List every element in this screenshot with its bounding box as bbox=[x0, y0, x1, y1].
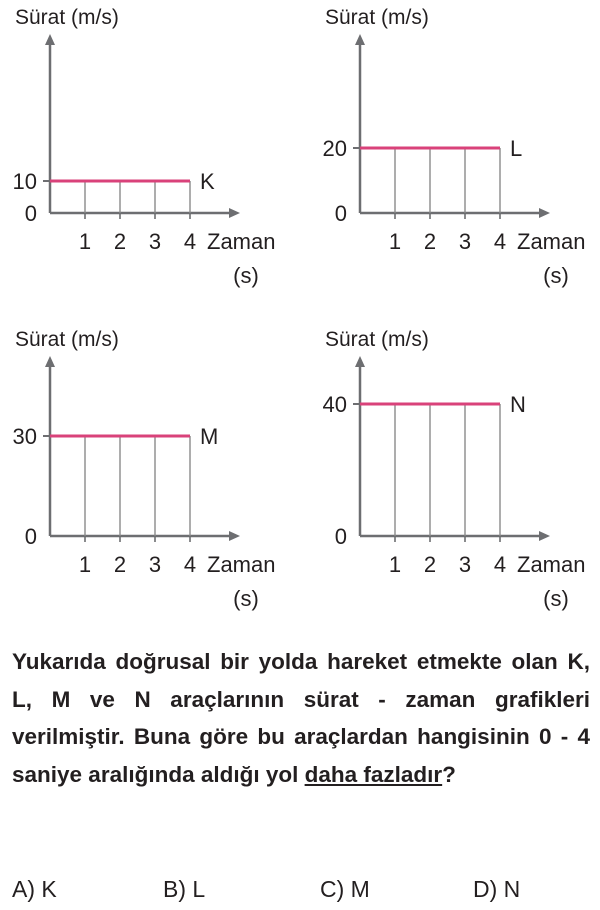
x-axis-arrow bbox=[539, 531, 550, 541]
x-tick-label-1: 1 bbox=[78, 229, 92, 254]
x-axis-label: Zaman bbox=[517, 229, 586, 254]
question-mark: ? bbox=[442, 761, 456, 787]
series-label-L: L bbox=[510, 136, 523, 161]
x-tick-label-3: 3 bbox=[458, 229, 472, 254]
chart-svg bbox=[0, 322, 300, 622]
series-label-M: M bbox=[200, 424, 219, 449]
y-tick-label-0: 0 bbox=[24, 524, 37, 549]
question-text bbox=[12, 643, 590, 793]
x-tick-label-1: 1 bbox=[388, 552, 402, 577]
x-tick-label-2: 2 bbox=[113, 229, 127, 254]
x-axis-unit: (s) bbox=[543, 586, 569, 611]
y-tick-label-0: 0 bbox=[334, 201, 347, 226]
x-axis-label: Zaman bbox=[207, 552, 276, 577]
x-axis-label: Zaman bbox=[517, 552, 586, 577]
x-tick-label-3: 3 bbox=[458, 552, 472, 577]
x-tick-label-1: 1 bbox=[388, 229, 402, 254]
chart-svg bbox=[0, 0, 300, 300]
option-a[interactable]: A) K bbox=[12, 876, 57, 902]
x-tick-label-2: 2 bbox=[423, 229, 437, 254]
y-tick-label-10: 10 bbox=[12, 169, 37, 194]
y-axis-label: Sürat (m/s) bbox=[325, 6, 429, 29]
y-tick-label-0: 0 bbox=[24, 201, 37, 226]
question-emphasis: daha fazladır bbox=[304, 761, 443, 787]
option-c[interactable]: C) M bbox=[320, 876, 370, 902]
x-tick-label-4: 4 bbox=[493, 552, 507, 577]
chart-svg bbox=[310, 0, 600, 300]
y-axis-label: Sürat (m/s) bbox=[15, 328, 119, 351]
x-axis-arrow bbox=[229, 531, 240, 541]
chart-l bbox=[310, 0, 600, 305]
chart-m bbox=[0, 322, 300, 627]
y-axis-arrow bbox=[355, 34, 365, 45]
x-tick-label-2: 2 bbox=[113, 552, 127, 577]
y-axis-label: Sürat (m/s) bbox=[15, 6, 119, 29]
y-tick-label-20: 20 bbox=[322, 136, 347, 161]
y-axis-arrow bbox=[355, 356, 365, 367]
x-tick-label-3: 3 bbox=[148, 229, 162, 254]
x-tick-label-4: 4 bbox=[183, 229, 197, 254]
answer-options bbox=[0, 876, 600, 910]
chart-svg bbox=[310, 322, 600, 622]
option-b[interactable]: B) L bbox=[163, 876, 206, 902]
x-axis-arrow bbox=[539, 208, 550, 218]
y-tick-label-40: 40 bbox=[322, 392, 347, 417]
series-label-K: K bbox=[200, 169, 215, 194]
series-label-N: N bbox=[510, 392, 526, 417]
x-axis-unit: (s) bbox=[543, 263, 569, 288]
y-axis-arrow bbox=[45, 34, 55, 45]
question-body: Yukarıda doğrusal bir yolda hareket etmekte olan K, L, M ve N araçlarının sürat - zaman grafikleri verilmiştir. Buna göre bu araçlardan hangisinin 0 - 4 saniye aralığında aldığı yol bbox=[12, 649, 590, 787]
chart-k bbox=[0, 0, 300, 305]
x-axis-label: Zaman bbox=[207, 229, 276, 254]
chart-n bbox=[310, 322, 600, 627]
x-tick-label-3: 3 bbox=[148, 552, 162, 577]
x-tick-label-4: 4 bbox=[493, 229, 507, 254]
y-axis-label: Sürat (m/s) bbox=[325, 328, 429, 351]
x-axis-unit: (s) bbox=[233, 586, 259, 611]
y-tick-label-30: 30 bbox=[12, 424, 37, 449]
y-axis-arrow bbox=[45, 356, 55, 367]
option-d[interactable]: D) N bbox=[473, 876, 521, 902]
x-axis-arrow bbox=[229, 208, 240, 218]
x-tick-label-1: 1 bbox=[78, 552, 92, 577]
y-tick-label-0: 0 bbox=[334, 524, 347, 549]
x-tick-label-4: 4 bbox=[183, 552, 197, 577]
x-tick-label-2: 2 bbox=[423, 552, 437, 577]
x-axis-unit: (s) bbox=[233, 263, 259, 288]
